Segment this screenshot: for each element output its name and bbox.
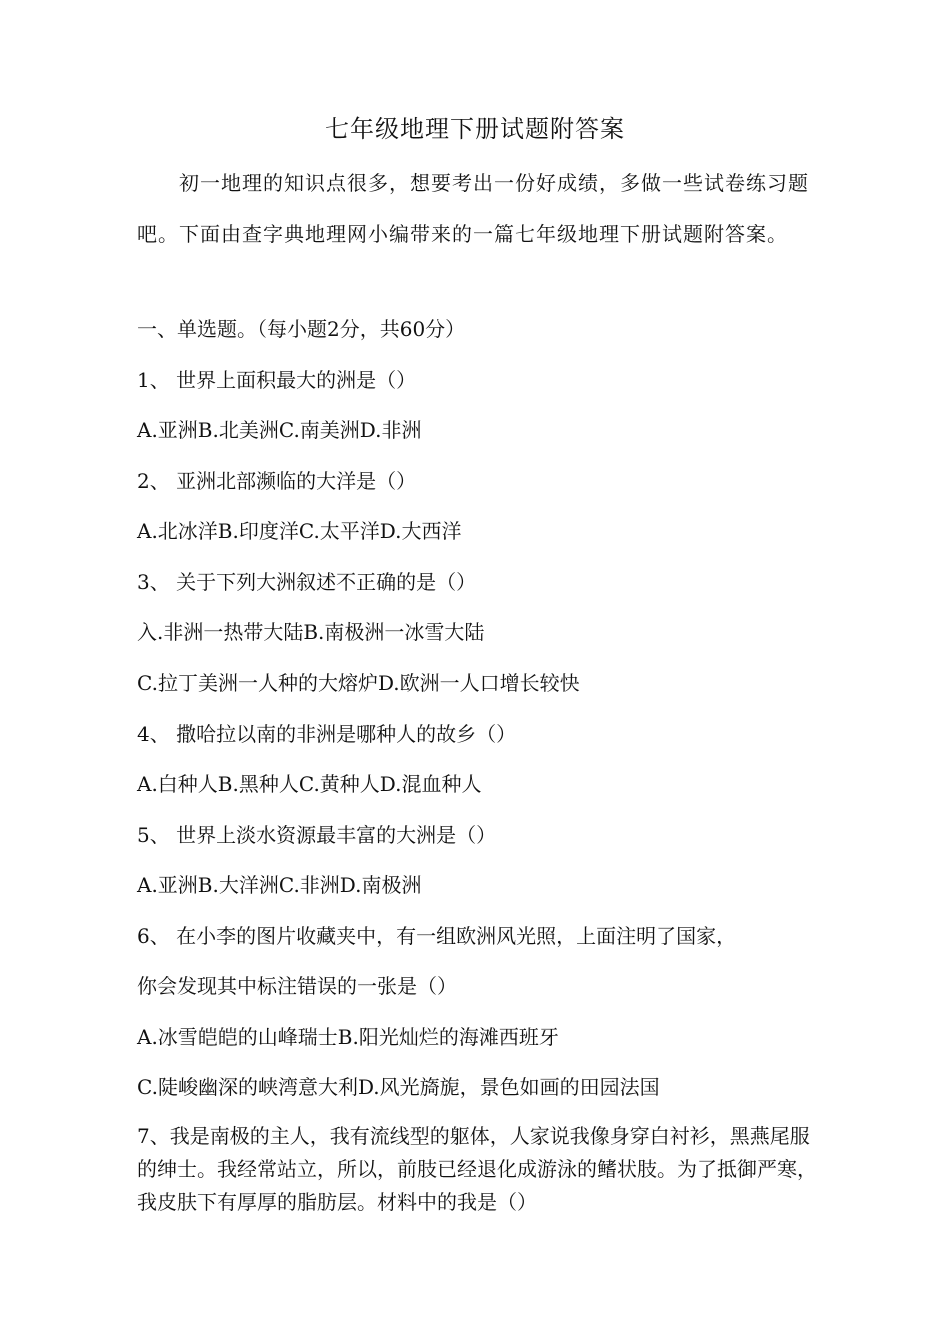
question-6-options-line-2: C.陡峻幽深的峡湾意大利D.风光旖旎，景色如画的田园法国	[137, 1075, 660, 1099]
question-4: 4、 撒哈拉以南的非洲是哪种人的故乡（）	[137, 722, 517, 746]
document-title: 七年级地理下册试题附答案	[325, 115, 625, 143]
question-1: 1、 世界上面积最大的洲是（）	[137, 368, 417, 392]
section-heading: 一、单选题。（每小题2分，共60分）	[137, 317, 466, 341]
question-7: 7、我是南极的主人，我有流线型的躯体，人家说我像身穿白衬衫，黑燕尾服的绅士。我经常站立，所以，前肢已经退化成游泳的鳍状肢。为了抵御严寒，我皮肤下有厚厚的脂肪层。材料中的我是（）	[137, 1124, 817, 1214]
question-3-options-line-1: 入.非洲一热带大陆B.南极洲一冰雪大陆	[137, 620, 485, 644]
question-6-line-1: 6、 在小李的图片收藏夹中，有一组欧洲风光照，上面注明了国家，	[137, 924, 737, 948]
question-6-options-line-1: A.冰雪皑皑的山峰瑞士B.阳光灿烂的海滩西班牙	[137, 1025, 559, 1049]
question-4-options: A.白种人B.黑种人C.黄种人D.混血种人	[137, 772, 482, 796]
question-3-options-line-2: C.拉丁美洲一人种的大熔炉D.欧洲一人口增长较快	[137, 671, 580, 695]
intro-paragraph: 初一地理的知识点很多，想要考出一份好成绩，多做一些试卷练习题吧。下面由查字典地理网小编带来的一篇七年级地理下册试题附答案。	[137, 171, 809, 246]
question-2: 2、 亚洲北部濒临的大洋是（）	[137, 469, 417, 493]
question-1-options: A.亚洲B.北美洲C.南美洲D.非洲	[137, 418, 422, 442]
question-3: 3、 关于下列大洲叙述不正确的是（）	[137, 570, 477, 594]
question-6-line-2: 你会发现其中标注错误的一张是（）	[137, 974, 457, 998]
question-5: 5、 世界上淡水资源最丰富的大洲是（）	[137, 823, 497, 847]
question-2-options: A.北冰洋B.印度洋C.太平洋D.大西洋	[137, 519, 462, 543]
question-5-options: A.亚洲B.大洋洲C.非洲D.南极洲	[137, 873, 422, 897]
